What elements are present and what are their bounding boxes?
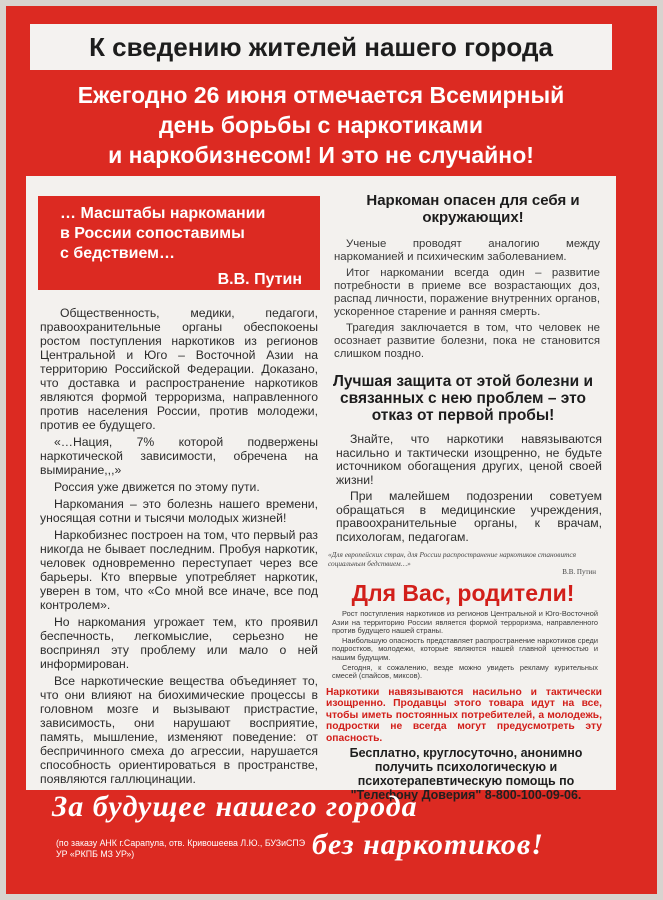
left-paragraph: «…Нация, 7% которой подвержены наркотической зависимости, обречена на вымирание,,,» bbox=[40, 435, 318, 477]
right-paragraph: Знайте, что наркотики навязываются насильно и тактически изощренно, не будьте источником обогащения других, ценой своей жизни! bbox=[336, 432, 602, 487]
left-paragraph: Россия уже движется по этому пути. bbox=[54, 480, 260, 494]
left-paragraph: Но наркомания угрожает тем, кто проявил беспечность, легкомыслие, серьезно не воспринял эту проблему или мало о ней информирован. bbox=[40, 615, 318, 671]
small-paragraph: Сегодня, к сожалению, везде можно увидеть рекламу курительных смесей (спайсов, миксов). bbox=[332, 662, 598, 681]
small-paragraph: Рост поступления наркотиков из регионов Центральной и Юго-Восточной Азии на территорию России является формой терроризма, направленного против будущего нашей страны. bbox=[332, 609, 598, 636]
parents-small-text bbox=[318, 610, 608, 681]
headline-line: и наркобизнесом! И это не случайно! bbox=[108, 142, 534, 168]
order-info: (по заказу АНК г.Сарапула, отв. Кривошеева Л.Ю., БУЗиСПЭ УР «РКПБ МЗ УР») bbox=[56, 838, 306, 859]
quote-author: В.В. Путин bbox=[217, 271, 302, 288]
right-text-block-1 bbox=[318, 238, 608, 361]
left-paragraph: Наркомания – это болезнь нашего времени, уносящая сотни и тысячи молодых жизней! bbox=[40, 497, 318, 525]
helpline-text: Бесплатно, круглосуточно, анонимно получить психологическую и психотерапевтическую помощь по "Телефону Доверия" 8-800-100-09-06. bbox=[349, 746, 583, 803]
left-paragraph: Общественность, медики, педагоги, правоохранительные органы обеспокоены ростом поступления наркотиков из регионов Центральной и Юго – Восточной Азии на территорию Российской Федерации. Доказано, что доставка и распространение наркотиков являются формой терроризма, направленного против населения России, против молодежи, против ее будущего. bbox=[40, 306, 318, 432]
right-paragraph: Ученые проводят аналогию между наркоманией и психическим заболеванием. bbox=[334, 238, 600, 263]
quote-line: в России сопоставимы bbox=[60, 225, 245, 242]
parents-heading: Для Вас, родители! bbox=[351, 580, 575, 606]
putin-small-signature: В.В. Путин bbox=[562, 568, 596, 576]
red-warning-notice: Наркотики навязываются насильно и тактически изощренно. Продавцы этого товара идут на все, чтобы иметь постоянных потребителей, а молодежь, подростки не всегда могут предусмотреть эту опасность. bbox=[326, 686, 602, 744]
right-heading-danger: Наркоман опасен для себя и окружающих! bbox=[366, 192, 580, 226]
right-text-block-2 bbox=[318, 433, 608, 544]
right-paragraph: При малейшем подозрении советуем обращаться в медицинские учреждения, правоохранительные органы, к врачам, психологам, педагогам. bbox=[336, 489, 602, 544]
headline bbox=[30, 80, 612, 170]
left-paragraph: Все наркотические вещества объединяет то, что они влияют на биохимические процессы в головном мозге и вызывают пристрастие, зависимость, они нарушают восприятие, память, мышление, изменяют поведение: от беспричинного смеха до агрессии, нарушается способность ориентироваться в пространстве, появляются галлюцинации. bbox=[40, 674, 318, 786]
putin-quote-box bbox=[38, 196, 320, 290]
headline-line: день борьбы с наркотиками bbox=[159, 112, 483, 138]
headline-line: Ежегодно 26 июня отмечается Всемирный bbox=[77, 82, 565, 108]
right-paragraph: Итог наркомании всегда один – развитие потребности в приеме все возрастающих доз, распад личности, поражение внутренних органов, ускоренное старение и ранняя смерть. bbox=[334, 267, 600, 318]
quote-line: с бедствием… bbox=[60, 245, 175, 262]
quote-line: … Масштабы наркомании bbox=[60, 205, 266, 222]
right-column bbox=[318, 186, 608, 802]
right-heading-protection: Лучшая защита от этой болезни и связанных с нею проблем – это отказ от первой пробы! bbox=[332, 373, 593, 424]
poster-top-title: К сведению жителей нашего города bbox=[30, 24, 612, 70]
small-paragraph: Наибольшую опасность представляет распространение наркотиков среди подростков, молодежи, которые являются нашей главной ценностью и нашим будущим. bbox=[332, 635, 598, 662]
slogan-line-1: За будущее нашего города bbox=[52, 790, 418, 823]
slogan-line-2: без наркотиков! bbox=[312, 828, 544, 861]
left-column-text bbox=[40, 306, 318, 789]
left-paragraph: Наркобизнес построен на том, что первый раз никогда не бывает последним. Пробуя наркотик, человек одновременно переступает через все барьеры. Кто впервые употребляет наркотик, уверен в том, что «Со мной все иначе, все под контролем». bbox=[40, 528, 318, 612]
right-paragraph: Трагедия заключается в том, что человек не осознает развитие болезни, пока не становится слишком поздно. bbox=[334, 322, 600, 360]
putin-small-quote: «Для европейских стран, для России распространение наркотиков становится социальным бедствием…» bbox=[328, 550, 576, 568]
